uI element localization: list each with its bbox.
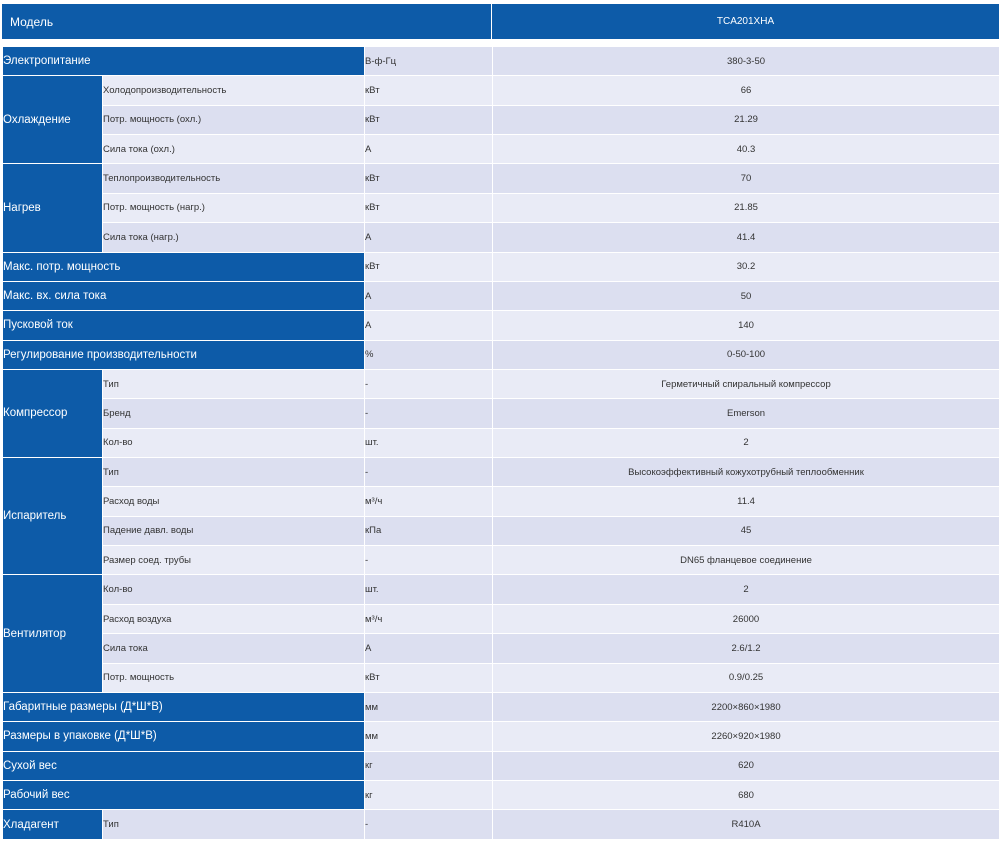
row-value: 680	[493, 780, 1000, 809]
table-row-heating-power	[3, 193, 1000, 222]
row-value: 0.9/0.25	[493, 663, 1000, 692]
table-row-max-current	[3, 281, 1000, 310]
row-sublabel: Тип	[103, 810, 365, 839]
table-row-fan-current	[3, 634, 1000, 663]
row-unit: кВт	[365, 663, 493, 692]
row-unit: -	[365, 546, 493, 575]
row-sublabel: Потр. мощность (нагр.)	[103, 193, 365, 222]
row-unit: -	[365, 458, 493, 487]
row-label: Сухой вес	[3, 751, 365, 780]
table-row-capacity-control	[3, 340, 1000, 369]
table-row-package-dimensions	[3, 722, 1000, 751]
row-value: Высокоэффективный кожухотрубный теплообменник	[493, 458, 1000, 487]
row-value: R410A	[493, 810, 1000, 839]
row-unit: -	[365, 369, 493, 398]
row-unit: кг	[365, 780, 493, 809]
row-sublabel: Теплопроизводительность	[103, 164, 365, 193]
table-row-evaporator-pressure-drop	[3, 516, 1000, 545]
table-row-dimensions	[3, 692, 1000, 721]
row-unit: м³/ч	[365, 487, 493, 516]
table-row-power-supply	[3, 47, 1000, 76]
row-value: 0-50-100	[493, 340, 1000, 369]
table-row-compressor-brand	[3, 399, 1000, 428]
row-value: 11.4	[493, 487, 1000, 516]
row-value: 41.4	[493, 223, 1000, 252]
row-sublabel: Сила тока (охл.)	[103, 135, 365, 164]
row-label: Рабочий вес	[3, 780, 365, 809]
table-row-evaporator-flow	[3, 487, 1000, 516]
group-label-evaporator: Испаритель	[3, 458, 103, 575]
row-value: 2200×860×1980	[493, 692, 1000, 721]
table-row-evaporator-type	[3, 458, 1000, 487]
table-row-max-power	[3, 252, 1000, 281]
row-value: 45	[493, 516, 1000, 545]
row-unit: кВт	[365, 193, 493, 222]
table-row-cooling-power	[3, 105, 1000, 134]
table-row-fan-qty	[3, 575, 1000, 604]
row-label: Габаритные размеры (Д*Ш*В)	[3, 692, 365, 721]
row-unit: мм	[365, 722, 493, 751]
group-label-refrigerant: Хладагент	[3, 810, 103, 839]
table-row-evaporator-pipe	[3, 546, 1000, 575]
row-value: 66	[493, 76, 1000, 105]
table-row-operating-weight	[3, 780, 1000, 809]
table-row-compressor-qty	[3, 428, 1000, 457]
row-unit: -	[365, 399, 493, 428]
row-sublabel: Холодопроизводительность	[103, 76, 365, 105]
row-sublabel: Расход воздуха	[103, 604, 365, 633]
table-row-dry-weight	[3, 751, 1000, 780]
row-label: Электропитание	[3, 47, 365, 76]
table-row-start-current	[3, 311, 1000, 340]
row-value: Emerson	[493, 399, 1000, 428]
row-unit: В-ф-Гц	[365, 47, 493, 76]
table-row-cooling-current	[3, 135, 1000, 164]
row-unit: А	[365, 281, 493, 310]
row-sublabel: Кол-во	[103, 575, 365, 604]
row-value: 2	[493, 575, 1000, 604]
row-sublabel: Тип	[103, 458, 365, 487]
row-unit: кВт	[365, 164, 493, 193]
row-value: 620	[493, 751, 1000, 780]
row-unit: шт.	[365, 575, 493, 604]
row-sublabel: Бренд	[103, 399, 365, 428]
row-unit: А	[365, 634, 493, 663]
row-unit: А	[365, 135, 493, 164]
row-unit: шт.	[365, 428, 493, 457]
row-value: 30.2	[493, 252, 1000, 281]
row-value: 26000	[493, 604, 1000, 633]
row-value: 140	[493, 311, 1000, 340]
row-label: Пусковой ток	[3, 311, 365, 340]
row-sublabel: Расход воды	[103, 487, 365, 516]
row-label: Регулирование производительности	[3, 340, 365, 369]
row-value: 380-3-50	[493, 47, 1000, 76]
model-header	[2, 4, 999, 39]
table-row-fan-airflow	[3, 604, 1000, 633]
row-unit: А	[365, 223, 493, 252]
group-label-fan: Вентилятор	[3, 575, 103, 692]
table-row-refrigerant-type	[3, 810, 1000, 839]
row-unit: кВт	[365, 252, 493, 281]
row-value: 50	[493, 281, 1000, 310]
row-value: 70	[493, 164, 1000, 193]
table-row-cooling-capacity	[3, 76, 1000, 105]
row-unit: м³/ч	[365, 604, 493, 633]
row-unit: %	[365, 340, 493, 369]
row-sublabel: Размер соед. трубы	[103, 546, 365, 575]
row-unit: кПа	[365, 516, 493, 545]
row-sublabel: Падение давл. воды	[103, 516, 365, 545]
row-value: 21.29	[493, 105, 1000, 134]
table-row-fan-power	[3, 663, 1000, 692]
row-sublabel: Сила тока (нагр.)	[103, 223, 365, 252]
row-unit: мм	[365, 692, 493, 721]
group-label-heating: Нагрев	[3, 164, 103, 252]
row-label: Макс. вх. сила тока	[3, 281, 365, 310]
table-row-compressor-type	[3, 369, 1000, 398]
row-value: 2260×920×1980	[493, 722, 1000, 751]
row-label: Размеры в упаковке (Д*Ш*В)	[3, 722, 365, 751]
row-sublabel: Потр. мощность	[103, 663, 365, 692]
model-name: TCA201XHA	[716, 16, 775, 27]
table-row-heating-capacity	[3, 164, 1000, 193]
row-unit: А	[365, 311, 493, 340]
row-label: Макс. потр. мощность	[3, 252, 365, 281]
row-unit: кВт	[365, 105, 493, 134]
row-sublabel: Сила тока	[103, 634, 365, 663]
spec-table	[2, 46, 1000, 840]
row-value: 21.85	[493, 193, 1000, 222]
row-unit: -	[365, 810, 493, 839]
row-unit: кг	[365, 751, 493, 780]
row-value: 40.3	[493, 135, 1000, 164]
model-label: Модель	[2, 4, 492, 39]
row-value: 2	[493, 428, 1000, 457]
row-value: Герметичный спиральный компрессор	[493, 369, 1000, 398]
row-value: DN65 фланцевое соединение	[493, 546, 1000, 575]
row-sublabel: Кол-во	[103, 428, 365, 457]
row-unit: кВт	[365, 76, 493, 105]
row-value: 2.6/1.2	[493, 634, 1000, 663]
group-label-cooling: Охлаждение	[3, 76, 103, 164]
table-row-heating-current	[3, 223, 1000, 252]
group-label-compressor: Компрессор	[3, 369, 103, 457]
row-sublabel: Тип	[103, 369, 365, 398]
row-sublabel: Потр. мощность (охл.)	[103, 105, 365, 134]
